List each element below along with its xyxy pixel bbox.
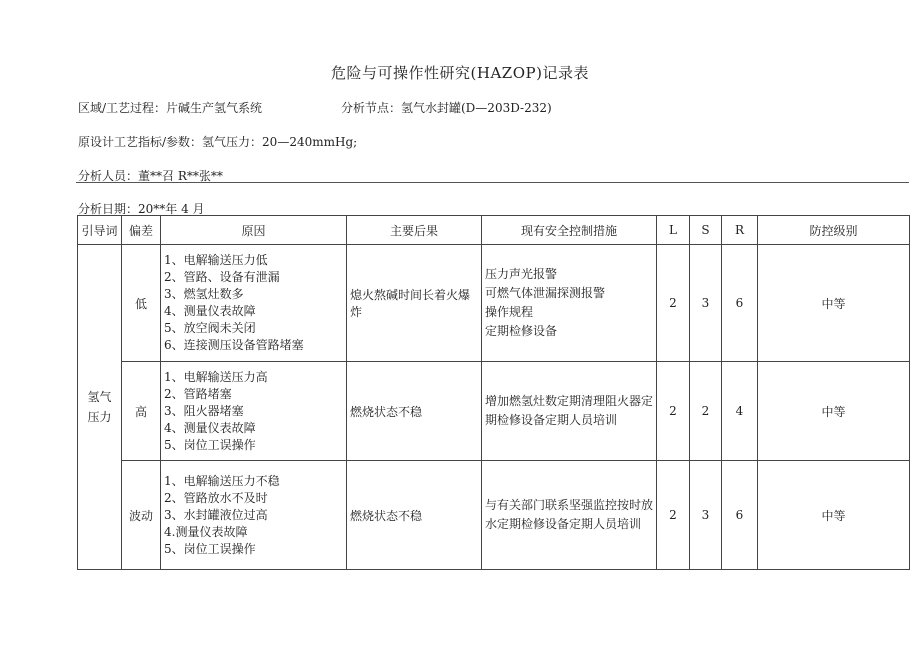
cause-item: 4、测量仪表故障 (164, 420, 256, 435)
table-header-row (78, 216, 910, 245)
cause-item: 2、管路堵塞 (164, 386, 232, 401)
cause-cell (161, 362, 347, 461)
measures-cell (482, 461, 657, 570)
cause-item: 1、电解输送压力高 (164, 369, 268, 384)
design-parameter-label: 原设计工艺指标/参数：氢气压力：20—240mmHg; (78, 135, 358, 149)
cause-item: 3、阻火器堵塞 (164, 403, 244, 418)
measure-item: 定期检修设备 (485, 324, 558, 338)
cause-cell (161, 245, 347, 362)
deviation-cell: 波动 (122, 461, 161, 570)
hazop-table (77, 215, 910, 570)
table-row (78, 362, 910, 461)
cause-item: 1、电解输送压力低 (164, 253, 268, 267)
table-row (78, 461, 910, 570)
risk-cell: 4 (722, 362, 758, 461)
consequence-cell: 燃烧状态不稳 (347, 362, 482, 461)
header-r: R (722, 216, 758, 245)
header-cause: 原因 (161, 216, 347, 245)
header-consequence: 主要后果 (347, 216, 482, 245)
cause-cell (161, 461, 347, 570)
consequence-cell: 熄火熬碱时间长着火爆炸 (347, 245, 482, 362)
parameter-line: 压力 (87, 410, 112, 424)
cause-item: 5、岗位工误操作 (164, 541, 256, 556)
area-label: 区域/工艺过程：片碱生产氢气系统 (78, 101, 263, 115)
cause-item: 1、电解输送压力不稳 (164, 473, 280, 488)
measures-cell (482, 245, 657, 362)
measure-item: 可燃气体泄漏探测报警 (485, 286, 606, 300)
header-level: 防控级别 (758, 216, 910, 245)
parameter-line: 氢气 (87, 390, 112, 404)
measure-item: 压力声光报警 (485, 267, 558, 281)
deviation-cell: 低 (122, 245, 161, 362)
parameter-cell (78, 245, 122, 570)
cause-item: 5、岗位工误操作 (164, 437, 256, 452)
risk-cell: 6 (722, 245, 758, 362)
header-guideword: 引导词 (78, 216, 122, 245)
risk-cell: 6 (722, 461, 758, 570)
likelihood-cell: 2 (657, 461, 690, 570)
measure-item: 操作规程 (485, 305, 534, 319)
cause-item: 4.测量仪表故障 (164, 524, 248, 539)
cause-item: 3、水封罐液位过高 (164, 507, 268, 522)
header-deviation: 偏差 (122, 216, 161, 245)
severity-cell: 3 (690, 461, 722, 570)
analysts-label: 分析人员：董**召 R**张** (78, 169, 223, 183)
level-cell: 中等 (758, 245, 910, 362)
date-label: 分析日期：20**年 4 月 (78, 202, 205, 216)
measure-item: 与有关部门联系坚强监控按时放水定期检修设备定期人员培训 (485, 498, 654, 531)
level-cell: 中等 (758, 461, 910, 570)
cause-item: 2、管路、设备有泄漏 (164, 270, 280, 284)
cause-item: 5、放空阀未关闭 (164, 321, 256, 335)
cause-item: 4、测量仪表故障 (164, 304, 256, 318)
measure-item: 增加燃氢灶数定期清理阻火器定期检修设备定期人员培训 (485, 394, 654, 427)
cause-item: 3、燃氢灶数多 (164, 287, 244, 301)
level-cell: 中等 (758, 362, 910, 461)
deviation-cell: 高 (122, 362, 161, 461)
cause-item: 2、管路放水不及时 (164, 490, 268, 505)
likelihood-cell: 2 (657, 362, 690, 461)
page-title: 危险与可操作性研究(HAZOP)记录表 (331, 64, 589, 82)
header-measures: 现有安全控制措施 (482, 216, 657, 245)
header-l: L (657, 216, 690, 245)
cause-item: 6、连接测压设备管路堵塞 (164, 338, 304, 352)
severity-cell: 2 (690, 362, 722, 461)
node-label: 分析节点：氢气水封罐(D—203D-232) (341, 101, 552, 115)
likelihood-cell: 2 (657, 245, 690, 362)
header-s: S (690, 216, 722, 245)
consequence-cell: 燃烧状态不稳 (347, 461, 482, 570)
severity-cell: 3 (690, 245, 722, 362)
measures-cell (482, 362, 657, 461)
divider (76, 182, 909, 183)
table-row (78, 245, 910, 362)
